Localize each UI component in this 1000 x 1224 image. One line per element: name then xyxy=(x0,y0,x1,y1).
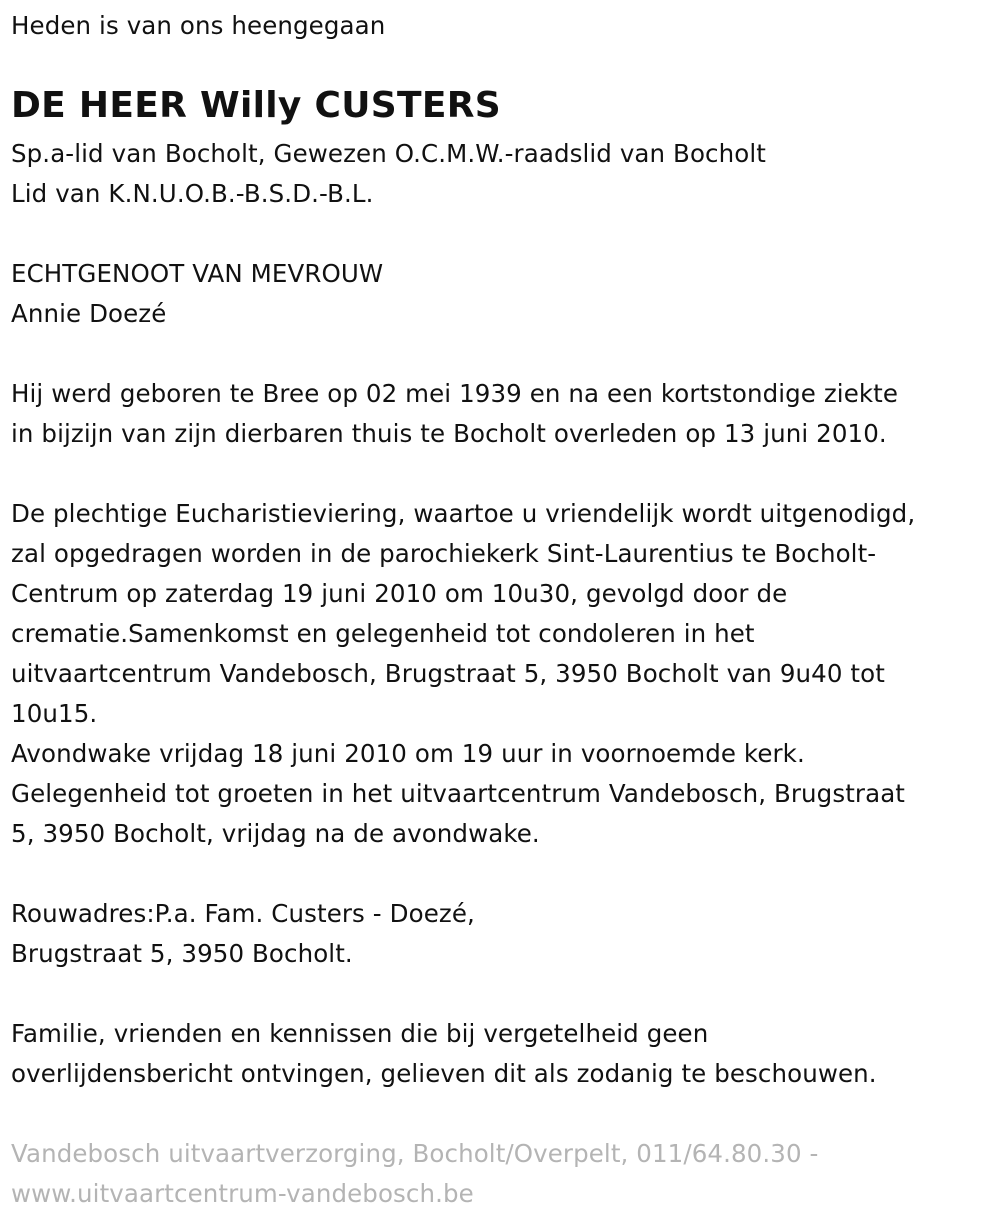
family-line: Familie, vrienden en kennissen die bij vergetelheid geen xyxy=(11,1019,709,1048)
service-line: Centrum op zaterdag 19 juni 2010 om 10u30, gevolgd door de xyxy=(11,579,788,608)
footer-line: Vandebosch uitvaartverzorging, Bocholt/Overpelt, 011/64.80.30 - xyxy=(11,1139,819,1168)
footer-website: www.uitvaartcentrum-vandebosch.be xyxy=(11,1179,474,1208)
title-line: Sp.a-lid van Bocholt, Gewezen O.C.M.W.-raadslid van Bocholt xyxy=(11,139,766,168)
service-line: zal opgedragen worden in de parochiekerk Sint-Laurentius te Bocholt- xyxy=(11,539,877,568)
spouse-label: ECHTGENOOT VAN MEVROUW xyxy=(11,259,384,288)
intro-line: Heden is van ons heengegaan xyxy=(11,11,386,40)
titles-block xyxy=(11,134,766,214)
address-line: Rouwadres:P.a. Fam. Custers - Doezé, xyxy=(11,899,475,928)
service-block xyxy=(11,494,915,854)
service-line: 5, 3950 Bocholt, vrijdag na de avondwake. xyxy=(11,819,540,848)
title-line: Lid van K.N.U.O.B.-B.S.D.-B.L. xyxy=(11,179,374,208)
bio-block xyxy=(11,374,898,454)
bio-line: in bijzijn van zijn dierbaren thuis te Bocholt overleden op 13 juni 2010. xyxy=(11,419,887,448)
service-line: crematie.Samenkomst en gelegenheid tot condoleren in het xyxy=(11,619,755,648)
service-line: uitvaartcentrum Vandebosch, Brugstraat 5, 3950 Bocholt van 9u40 tot xyxy=(11,659,885,688)
funeral-home-footer xyxy=(11,1134,818,1214)
service-line: Avondwake vrijdag 18 juni 2010 om 19 uur in voornoemde kerk. xyxy=(11,739,805,768)
service-line: Gelegenheid tot groeten in het uitvaartcentrum Vandebosch, Brugstraat xyxy=(11,779,906,808)
family-notice-block xyxy=(11,1014,877,1094)
deceased-name: DE HEER Willy CUSTERS xyxy=(11,85,501,126)
service-line: 10u15. xyxy=(11,699,98,728)
family-line: overlijdensbericht ontvingen, gelieven dit als zodanig te beschouwen. xyxy=(11,1059,877,1088)
address-line: Brugstraat 5, 3950 Bocholt. xyxy=(11,939,353,968)
service-line: De plechtige Eucharistieviering, waartoe u vriendelijk wordt uitgenodigd, xyxy=(11,499,916,528)
spouse-block xyxy=(11,254,383,334)
spouse-name: Annie Doezé xyxy=(11,299,167,328)
bio-line: Hij werd geboren te Bree op 02 mei 1939 en na een kortstondige ziekte xyxy=(11,379,899,408)
mourning-address-block xyxy=(11,894,475,974)
